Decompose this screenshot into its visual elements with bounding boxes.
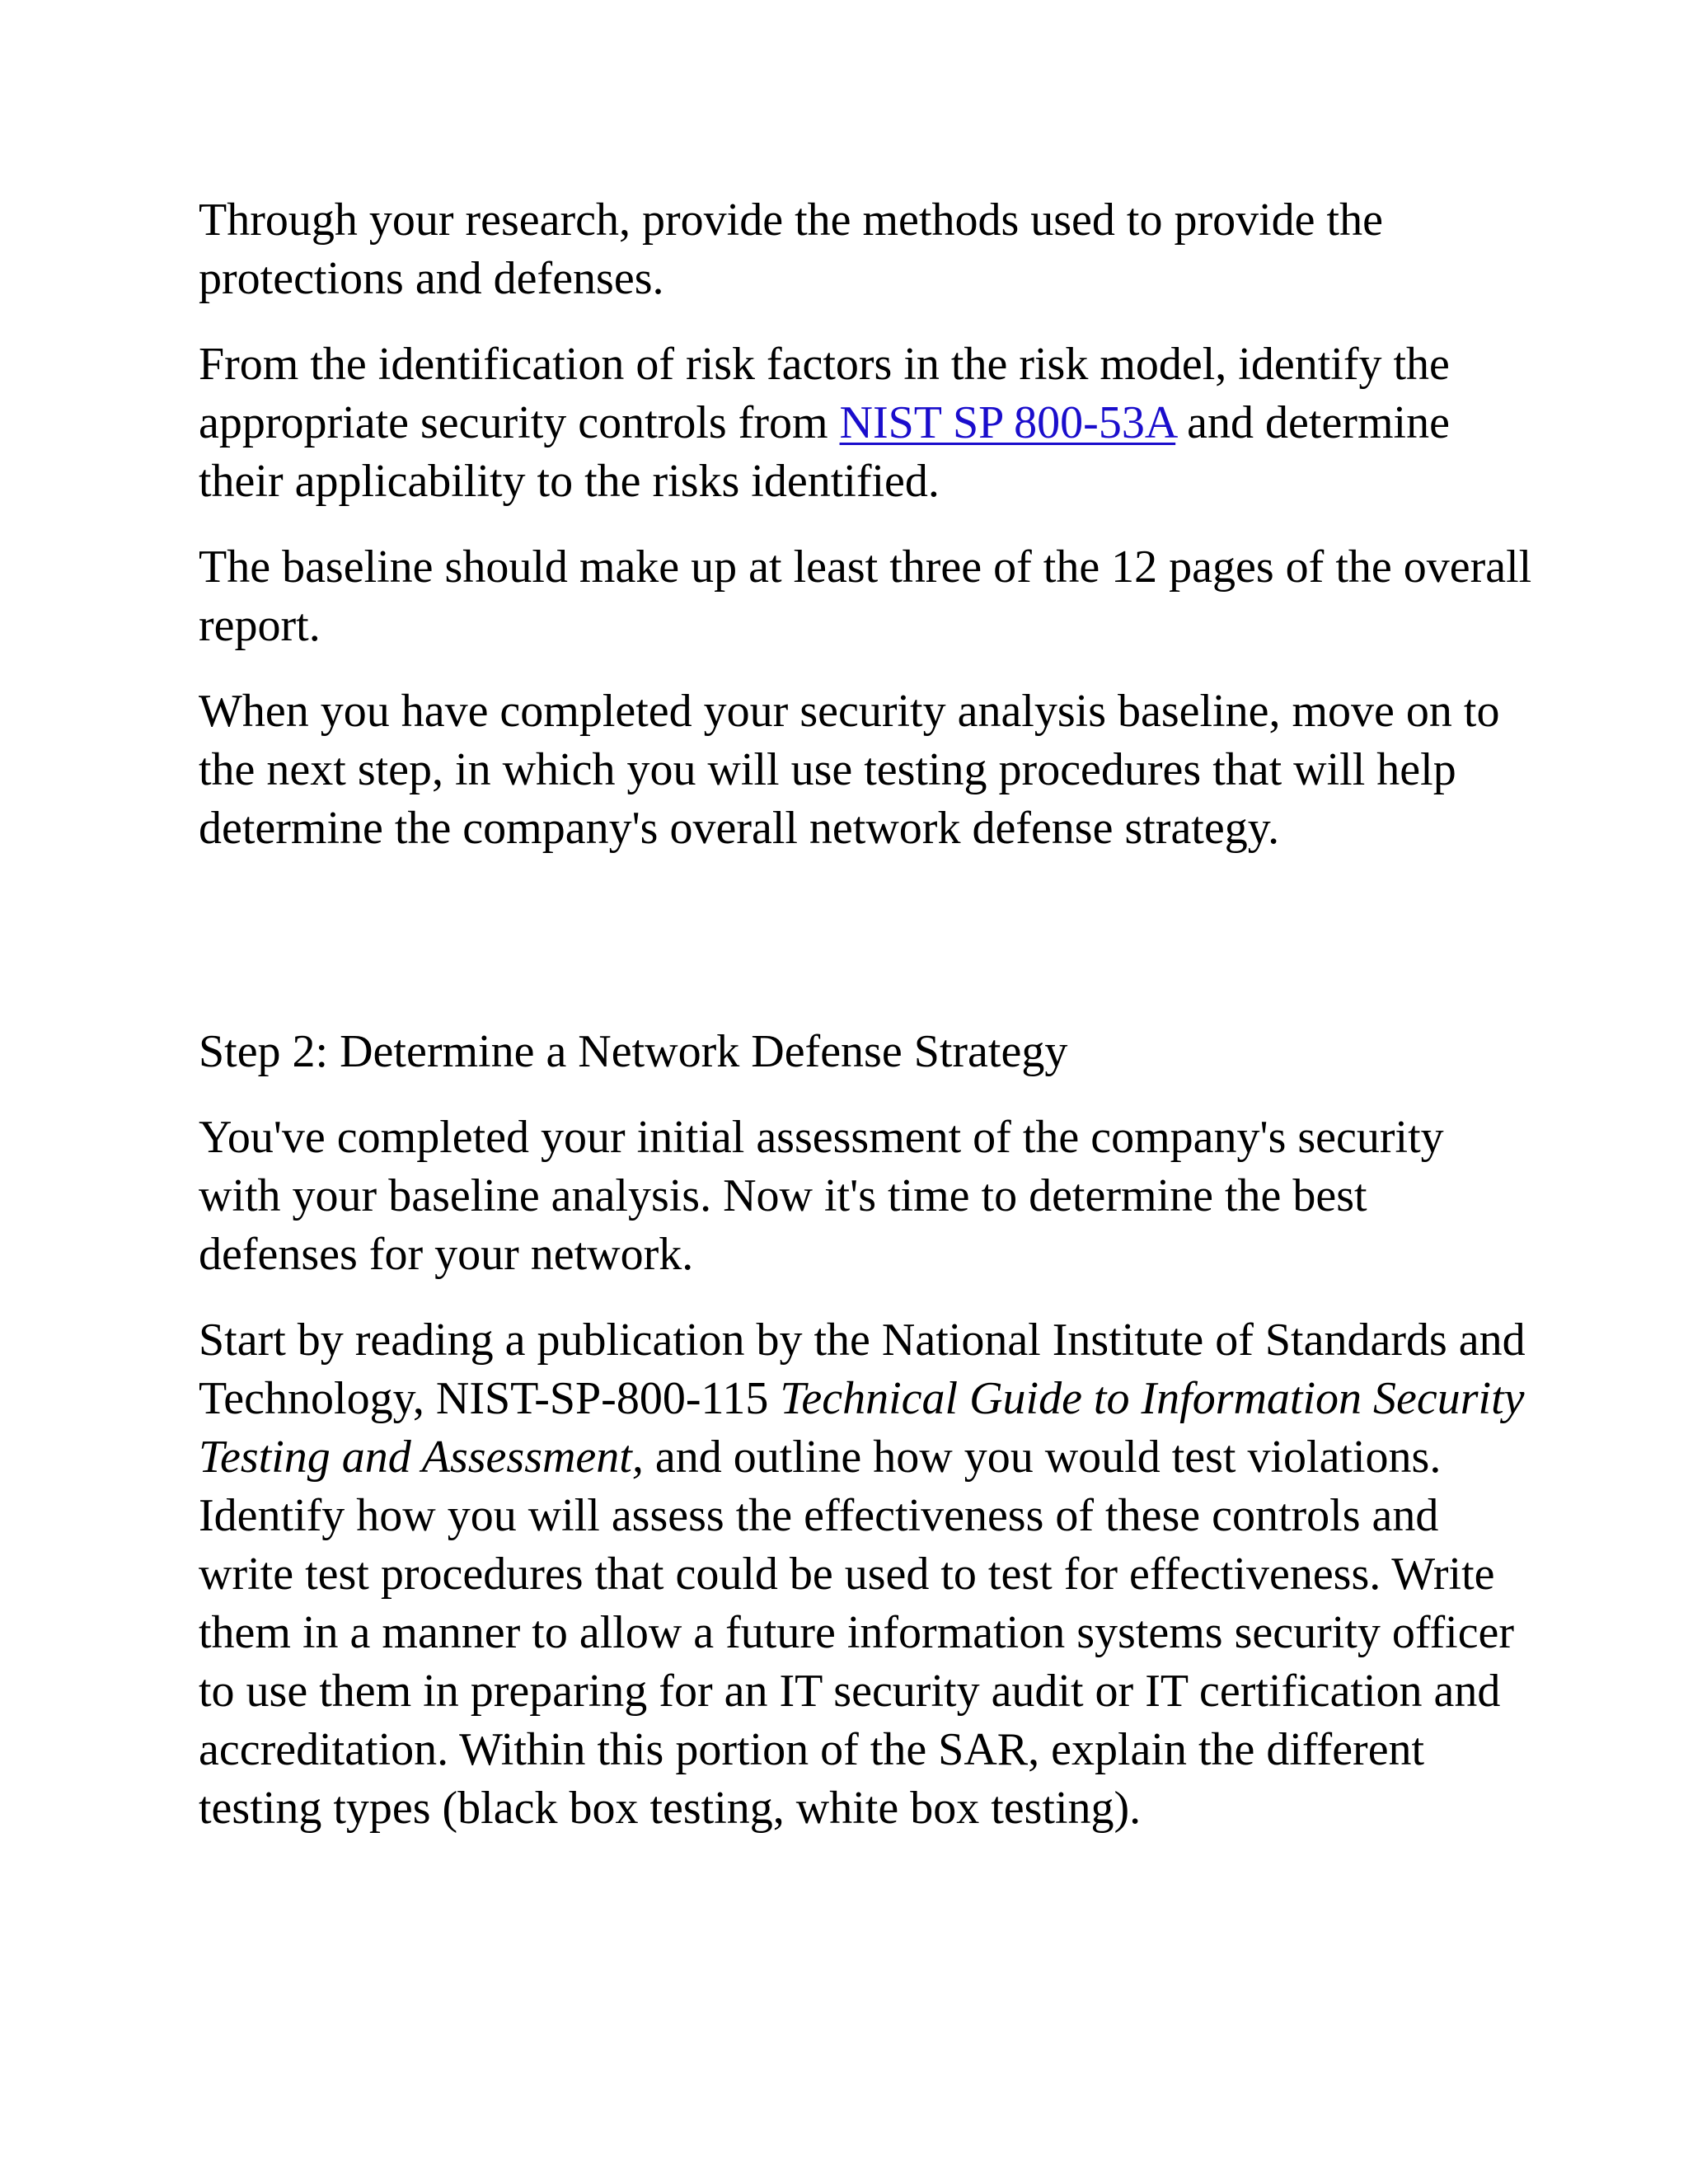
paragraph-next-step <box>199 682 1534 858</box>
paragraph-baseline-length <box>199 538 1534 655</box>
paragraph-text: The baseline should make up at least three of the 12 pages of the overall report. <box>199 541 1532 651</box>
paragraph-initial-assessment <box>199 1108 1534 1284</box>
paragraph-text: Start by reading a publication by the National Institute of Standards and Technology, NIST-SP-800-115 <box>199 1315 1526 1424</box>
document-body <box>199 191 1534 1865</box>
paragraph-text: From the identification of risk factors in the risk model, identify the appropriate security controls from <box>199 339 1450 448</box>
paragraph-nist-800-115 <box>199 1311 1534 1838</box>
paragraph-text: When you have completed your security analysis baseline, move on to the next step, in which you will use testing procedures that will help determine the company's overall network defense strategy. <box>199 686 1500 854</box>
paragraph-research-methods <box>199 191 1534 308</box>
paragraph-text: You've completed your initial assessment of the company's security with your baseline analysis. Now it's time to determine the best defenses for your network. <box>199 1112 1444 1280</box>
paragraph-risk-factors <box>199 335 1534 511</box>
paragraph-text: and outline how you would test violations. Identify how you will assess the effectiveness of these controls and write test procedures that could be used to test for effectiveness. Write them in a manner to allow a future information systems security officer to use them in preparing for an IT security audit or IT certification and accreditation. Within this portion of the SAR, explain the different testing types (black box testing, white box testing). <box>199 1432 1515 1834</box>
step-2-heading: Step 2: Determine a Network Defense Strategy <box>199 1026 1068 1077</box>
nist-sp-800-53a-link[interactable]: NIST SP 800-53A <box>839 397 1176 448</box>
paragraph-text: and determine their applicability to the risks identified. <box>199 397 1450 507</box>
paragraph-text: Through your research, provide the methods used to provide the protections and defenses. <box>199 194 1383 304</box>
publication-title: Technical Guide to Information Security Testing and Assessment, <box>199 1373 1525 1483</box>
